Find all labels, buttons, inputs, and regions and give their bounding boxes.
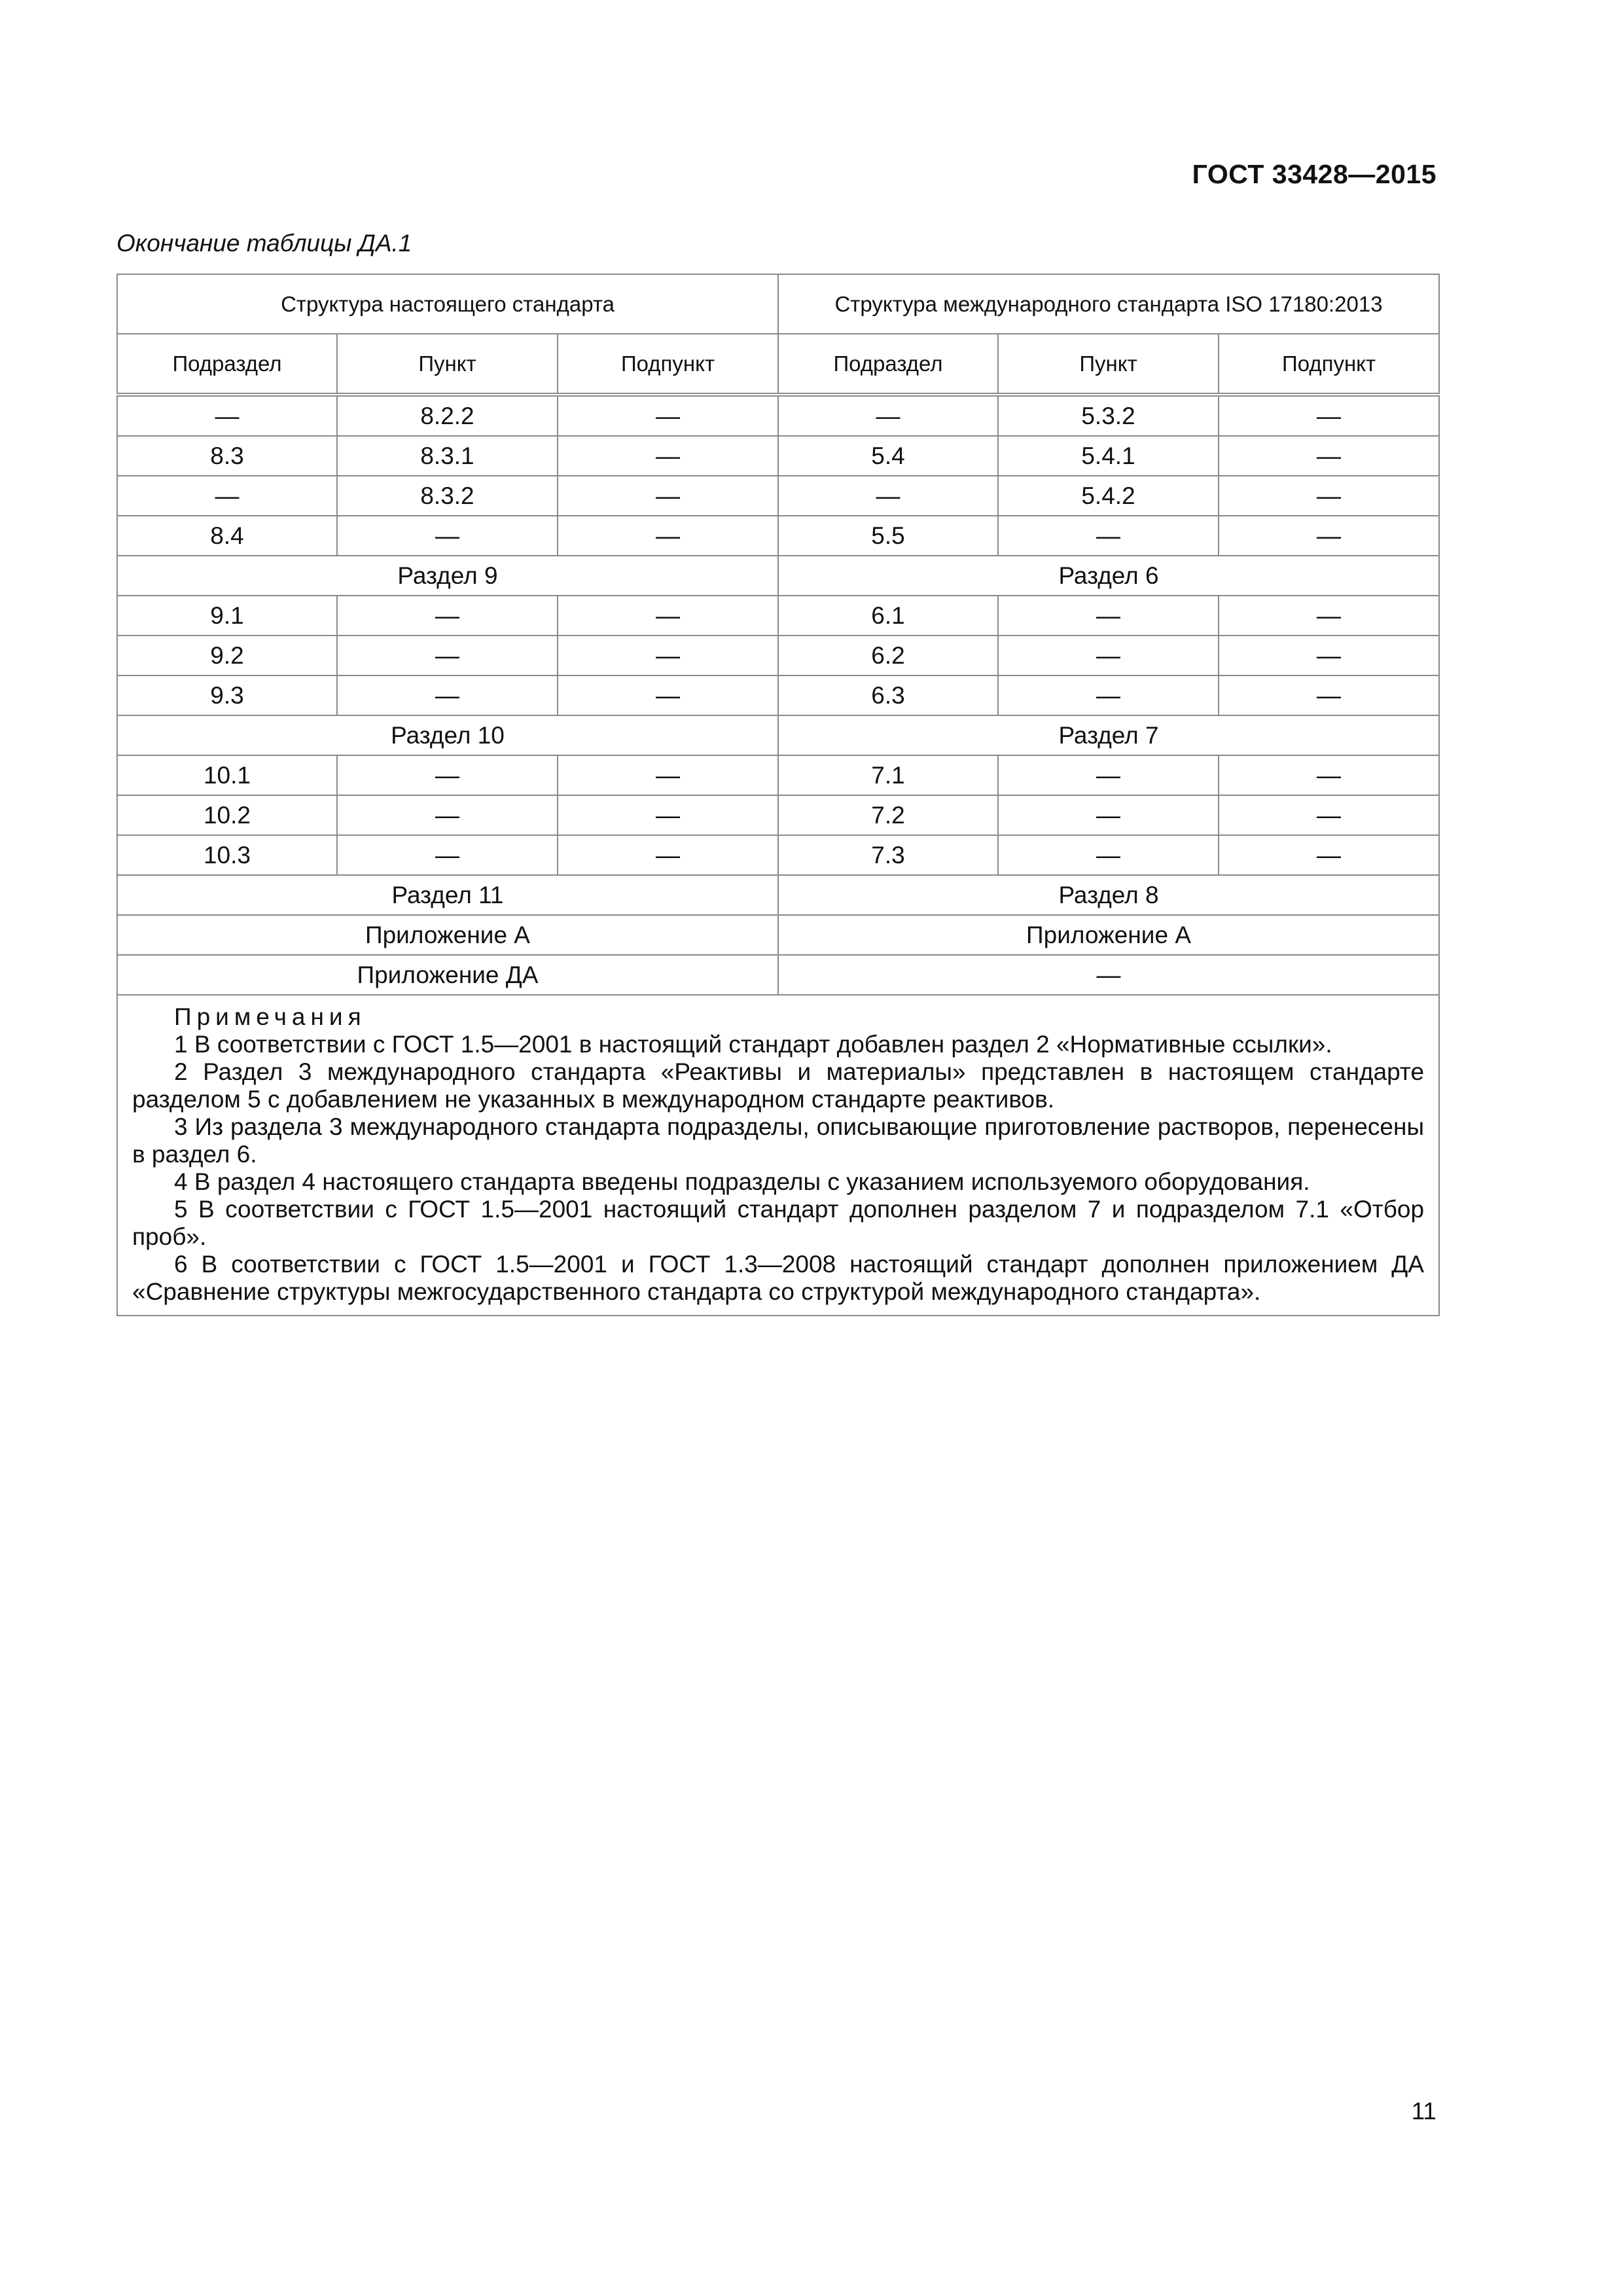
comparison-table: [116, 274, 1440, 1316]
table-cell: —: [558, 476, 778, 516]
table-row: [117, 596, 1439, 636]
table-row: [117, 835, 1439, 875]
group-header-row: [117, 274, 1439, 334]
section-row: [117, 715, 1439, 755]
table-cell: 5.4: [778, 436, 998, 476]
table-cell: —: [998, 596, 1219, 636]
note-item: 1 В соответствии с ГОСТ 1.5—2001 в настоящий стандарт добавлен раздел 2 «Нормативные ссылки».: [174, 1031, 1332, 1058]
table-cell: —: [337, 596, 558, 636]
table-cell: —: [1219, 516, 1439, 556]
column-header: Пункт: [337, 334, 558, 395]
column-header: Пункт: [998, 334, 1219, 395]
table-cell: —: [117, 476, 337, 516]
table-cell: —: [558, 516, 778, 556]
table-cell: —: [1219, 636, 1439, 675]
section-cell: Раздел 6: [778, 556, 1439, 596]
table-cell: —: [558, 395, 778, 436]
table-cell: —: [337, 516, 558, 556]
column-header: Подраздел: [117, 334, 337, 395]
notes-title: Примечания: [174, 1003, 366, 1030]
comparison-table-body: [117, 274, 1439, 1316]
group-header-international: Структура международного стандарта ISO 17180:2013: [778, 274, 1439, 334]
table-row: [117, 795, 1439, 835]
table-row: [117, 675, 1439, 715]
table-cell: —: [998, 675, 1219, 715]
section-row: [117, 955, 1439, 995]
table-cell: 5.4.2: [998, 476, 1219, 516]
table-cell: 10.3: [117, 835, 337, 875]
table-cell: —: [998, 755, 1219, 795]
section-row: [117, 875, 1439, 915]
column-header: Подраздел: [778, 334, 998, 395]
table-cell: 9.1: [117, 596, 337, 636]
table-cell: —: [558, 596, 778, 636]
note-item: 3 Из раздела 3 международного стандарта подразделы, описывающие приготовление растворов, перенесены в раздел 6.: [132, 1113, 1425, 1168]
note-item: 5 В соответствии с ГОСТ 1.5—2001 настоящий стандарт дополнен разделом 7 и подразделом 7.1 «Отбор проб».: [132, 1196, 1425, 1250]
table-cell: —: [558, 795, 778, 835]
table-cell: —: [778, 476, 998, 516]
table-cell: —: [337, 795, 558, 835]
table-cell: 5.4.1: [998, 436, 1219, 476]
section-cell: Приложение А: [117, 915, 778, 955]
table-cell: —: [558, 835, 778, 875]
table-cell: —: [1219, 476, 1439, 516]
column-header: Подпункт: [558, 334, 778, 395]
table-cell: —: [337, 675, 558, 715]
table-cell: 8.4: [117, 516, 337, 556]
table-cell: 8.3: [117, 436, 337, 476]
note-item: 4 В раздел 4 настоящего стандарта введены подразделы с указанием используемого оборудования.: [174, 1168, 1310, 1195]
table-row: [117, 755, 1439, 795]
note-item: 2 Раздел 3 международного стандарта «Реактивы и материалы» представлен в настоящем стандарте разделом 5 с добавлением не указанных в международном стандарте реактивов.: [132, 1058, 1425, 1113]
table-cell: —: [337, 755, 558, 795]
section-row: [117, 556, 1439, 596]
table-row: [117, 436, 1439, 476]
column-header-row: [117, 334, 1439, 395]
table-cell: 10.2: [117, 795, 337, 835]
table-cell: —: [558, 436, 778, 476]
table-row: [117, 476, 1439, 516]
table-cell: 8.3.1: [337, 436, 558, 476]
table-cell: —: [558, 755, 778, 795]
section-cell: Приложение А: [778, 915, 1439, 955]
table-cell: 7.3: [778, 835, 998, 875]
table-cell: —: [337, 835, 558, 875]
note-item: 6 В соответствии с ГОСТ 1.5—2001 и ГОСТ 1.3—2008 настоящий стандарт дополнен приложением ДА «Сравнение структуры межгосударственного стандарта со структурой международного стандарта».: [132, 1251, 1425, 1305]
notes-row: [117, 995, 1439, 1316]
table-row: [117, 395, 1439, 436]
table-cell: —: [1219, 675, 1439, 715]
table-cell: —: [337, 636, 558, 675]
section-cell: Раздел 9: [117, 556, 778, 596]
table-cell: 8.3.2: [337, 476, 558, 516]
section-cell: —: [778, 955, 1439, 995]
table-cell: —: [558, 636, 778, 675]
table-cell: 7.2: [778, 795, 998, 835]
section-cell: Раздел 7: [778, 715, 1439, 755]
table-cell: —: [998, 516, 1219, 556]
table-cell: —: [1219, 596, 1439, 636]
table-cell: 6.3: [778, 675, 998, 715]
section-cell: Раздел 8: [778, 875, 1439, 915]
table-cell: 6.2: [778, 636, 998, 675]
table-cell: —: [1219, 436, 1439, 476]
group-header-national: Структура настоящего стандарта: [117, 274, 778, 334]
notes-cell: [117, 995, 1439, 1316]
page-number: 11: [1411, 2098, 1436, 2125]
table-cell: 8.2.2: [337, 395, 558, 436]
table-cell: 9.2: [117, 636, 337, 675]
section-cell: Приложение ДА: [117, 955, 778, 995]
table-cell: 7.1: [778, 755, 998, 795]
table-cell: —: [998, 835, 1219, 875]
section-cell: Раздел 10: [117, 715, 778, 755]
column-header: Подпункт: [1219, 334, 1439, 395]
table-cell: 6.1: [778, 596, 998, 636]
table-cell: 10.1: [117, 755, 337, 795]
table-cell: —: [998, 636, 1219, 675]
section-row: [117, 915, 1439, 955]
section-cell: Раздел 11: [117, 875, 778, 915]
table-cell: —: [778, 395, 998, 436]
table-cell: 9.3: [117, 675, 337, 715]
document-code: ГОСТ 33428—2015: [1192, 159, 1436, 189]
table-cell: —: [117, 395, 337, 436]
table-cell: —: [998, 795, 1219, 835]
table-cell: —: [558, 675, 778, 715]
table-cell: 5.3.2: [998, 395, 1219, 436]
table-cell: 5.5: [778, 516, 998, 556]
table-cell: —: [1219, 395, 1439, 436]
table-cell: —: [1219, 835, 1439, 875]
table-row: [117, 516, 1439, 556]
table-caption: Окончание таблицы ДА.1: [116, 230, 412, 257]
table-row: [117, 636, 1439, 675]
table-cell: —: [1219, 795, 1439, 835]
table-cell: —: [1219, 755, 1439, 795]
